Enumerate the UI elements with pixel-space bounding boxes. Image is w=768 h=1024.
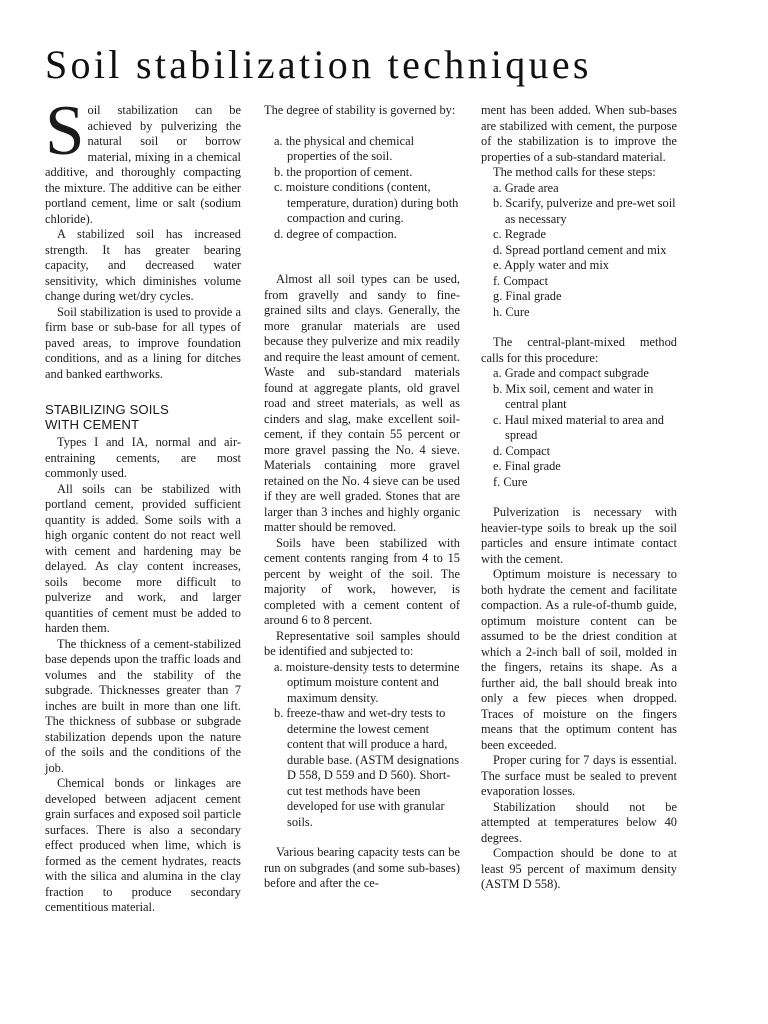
list-item: d. Compact xyxy=(493,443,551,458)
paragraph: Optimum moisture is necessary to both hydrate the cement and facilitate compaction. As a rule-of-thumb guide, optimum moisture content can be assumed to be the driest condition at which a 2-inch ball of soil, molded in the fingers, retains its shape. As a further aid, the ball should break into only a few pieces when dropped. Traces of moisture on the fingers means that the optimum content has been exceeded. xyxy=(481,567,677,752)
method-steps-list xyxy=(481,181,677,321)
list-item: e. Final grade xyxy=(493,459,561,473)
list-item: a. moisture-density tests to determine optimum moisture content and maximum density. xyxy=(274,659,460,705)
list-item: a. Grade area xyxy=(493,180,559,195)
stability-factors-list xyxy=(264,134,460,243)
column-2 xyxy=(264,103,460,892)
paragraph: Soils have been stabilized with cement contents ranging from 4 to 15 percent by weight of the soil. The majority of work, however, is completed with a cement content of around 6 to 8 percent. xyxy=(264,535,460,627)
list-item: f. Compact xyxy=(493,273,549,288)
list-item: b. the proportion of cement. xyxy=(274,164,413,179)
paragraph: Chemical bonds or linkages are developed between adjacent cement grain surfaces and exposed soil particle surfaces. There is also a secondary effect produced when lime, which is formed as the cement hydrates, reacts with the silica and alumina in the clay fraction to produce secondary cementitious material. xyxy=(45,776,241,914)
list-item: a. Grade and compact subgrade xyxy=(493,366,649,380)
paragraph: A stabilized soil has increased strength. It has greater bearing capacity, and decreased water sensitivity, which diminishes volume change during wet/dry cycles. xyxy=(45,227,241,303)
paragraph: The thickness of a cement-stabilized base depends upon the traffic loads and volumes and the stability of the subgrade. Thicknesses greater than 7 inches are built in more than one lift. The thickness of subbase or subgrade stabilization depends upon the nature of the soils and the conditions of the job. xyxy=(45,636,241,775)
list-item: d. Spread portland cement and mix xyxy=(493,242,667,257)
paragraph: Types I and IA, normal and air-entraining cements, are most commonly used. xyxy=(45,435,241,480)
paragraph: Soil stabilization is used to provide a firm base or sub-base for all types of paved areas, to improve foundation conditions, and as a lining for ditches and banked earthworks. xyxy=(45,304,241,381)
paragraph: The method calls for these steps: xyxy=(493,165,656,179)
list-item: e. Apply water and mix xyxy=(493,258,609,272)
drop-cap: S xyxy=(45,92,85,170)
list-item: b. Scarify, pulverize and pre-wet soil as necessary xyxy=(493,196,676,226)
list-item: c. Haul mixed material to area and spread xyxy=(493,412,664,442)
paragraph: Compaction should be done to at least 95 percent of maximum density (ASTM D 558). xyxy=(481,846,677,891)
intro-text: oil stabilization can be achieved by pulverizing the natural soil or borrow material, mixing in a chemical additive, and thoroughly compacting the mixture. The additive can be either portland cement, lime or salt (sodium chloride). xyxy=(45,103,241,226)
paragraph: Almost all soil types can be used, from gravelly and sandy to fine-grained silts and clays. Generally, the more granular materials are used because they pulverize and mix readily and require the least amount of cement. Waste and sub-standard materials found at aggregate plants, old gravel road and street materials, as well as cinders and slag, make excellent soil-cement, if they contain 55 percent or more gravel passing the No. 4 sieve. Materials containing more gravel retained on the No. 4 sieve can be used if they are well graded. Stones that are larger than 3 inches and highly organic matter should be removed. xyxy=(264,272,460,534)
list-item: b. Mix soil, cement and water in central plant xyxy=(493,381,654,411)
section-heading-line-1: STABILIZING SOILS xyxy=(45,402,169,417)
list-item: b. freeze-thaw and wet-dry tests to determine the lowest cement content that will produce a hard, durable base. (ASTM designations D 558, D 559 and D 560). Short-cut test methods have been developed for use with granular soils. xyxy=(274,706,460,829)
list-item: c. Regrade xyxy=(493,227,546,241)
page-title: Soil stabilization techniques xyxy=(45,42,592,87)
section-heading xyxy=(45,402,241,432)
paragraph: Proper curing for 7 days is essential. The surface must be sealed to prevent evaporation losses. xyxy=(481,753,677,798)
list-item: h. Cure xyxy=(493,304,530,319)
list-item: g. Final grade xyxy=(493,289,562,303)
paragraph: Pulverization is necessary with heavier-type soils to break up the soil particles and ensure intimate contact with the cement. xyxy=(481,505,677,566)
list-item: a. the physical and chemical properties of the soil. xyxy=(274,133,415,163)
paragraph: The degree of stability is governed by: xyxy=(264,103,456,117)
list-item: f. Cure xyxy=(493,474,528,489)
section-heading-line-2: WITH CEMENT xyxy=(45,417,140,432)
list-item: d. degree of compaction. xyxy=(274,226,397,241)
central-plant-steps-list xyxy=(481,366,677,490)
paragraph: All soils can be stabilized with portland cement, provided sufficient quantity is added. Some soils with a high organic content do not react well with cement and hardening may be delayed. As clay content increases, soils become more difficult to pulverize and work, and larger quantities of cement must be added to harden them. xyxy=(45,481,241,635)
paragraph: Various bearing capacity tests can be run on subgrades (and some sub-bases) before and after the ce- xyxy=(264,845,460,890)
paragraph: ment has been added. When sub-bases are stabilized with cement, the purpose of the stabilization is to improve the properties of a sub-standard material. xyxy=(481,103,677,164)
paragraph: Representative soil samples should be identified and subjected to: xyxy=(264,628,460,658)
tests-list xyxy=(264,660,460,831)
list-item: c. moisture conditions (content, temperature, duration) during both compaction and curing. xyxy=(274,180,459,225)
paragraph: Stabilization should not be attempted at temperatures below 40 degrees. xyxy=(481,799,677,845)
column-3 xyxy=(481,103,677,893)
intro-paragraph xyxy=(45,92,241,227)
column-1 xyxy=(45,92,241,916)
paragraph: The central-plant-mixed method calls for this procedure: xyxy=(481,335,677,365)
